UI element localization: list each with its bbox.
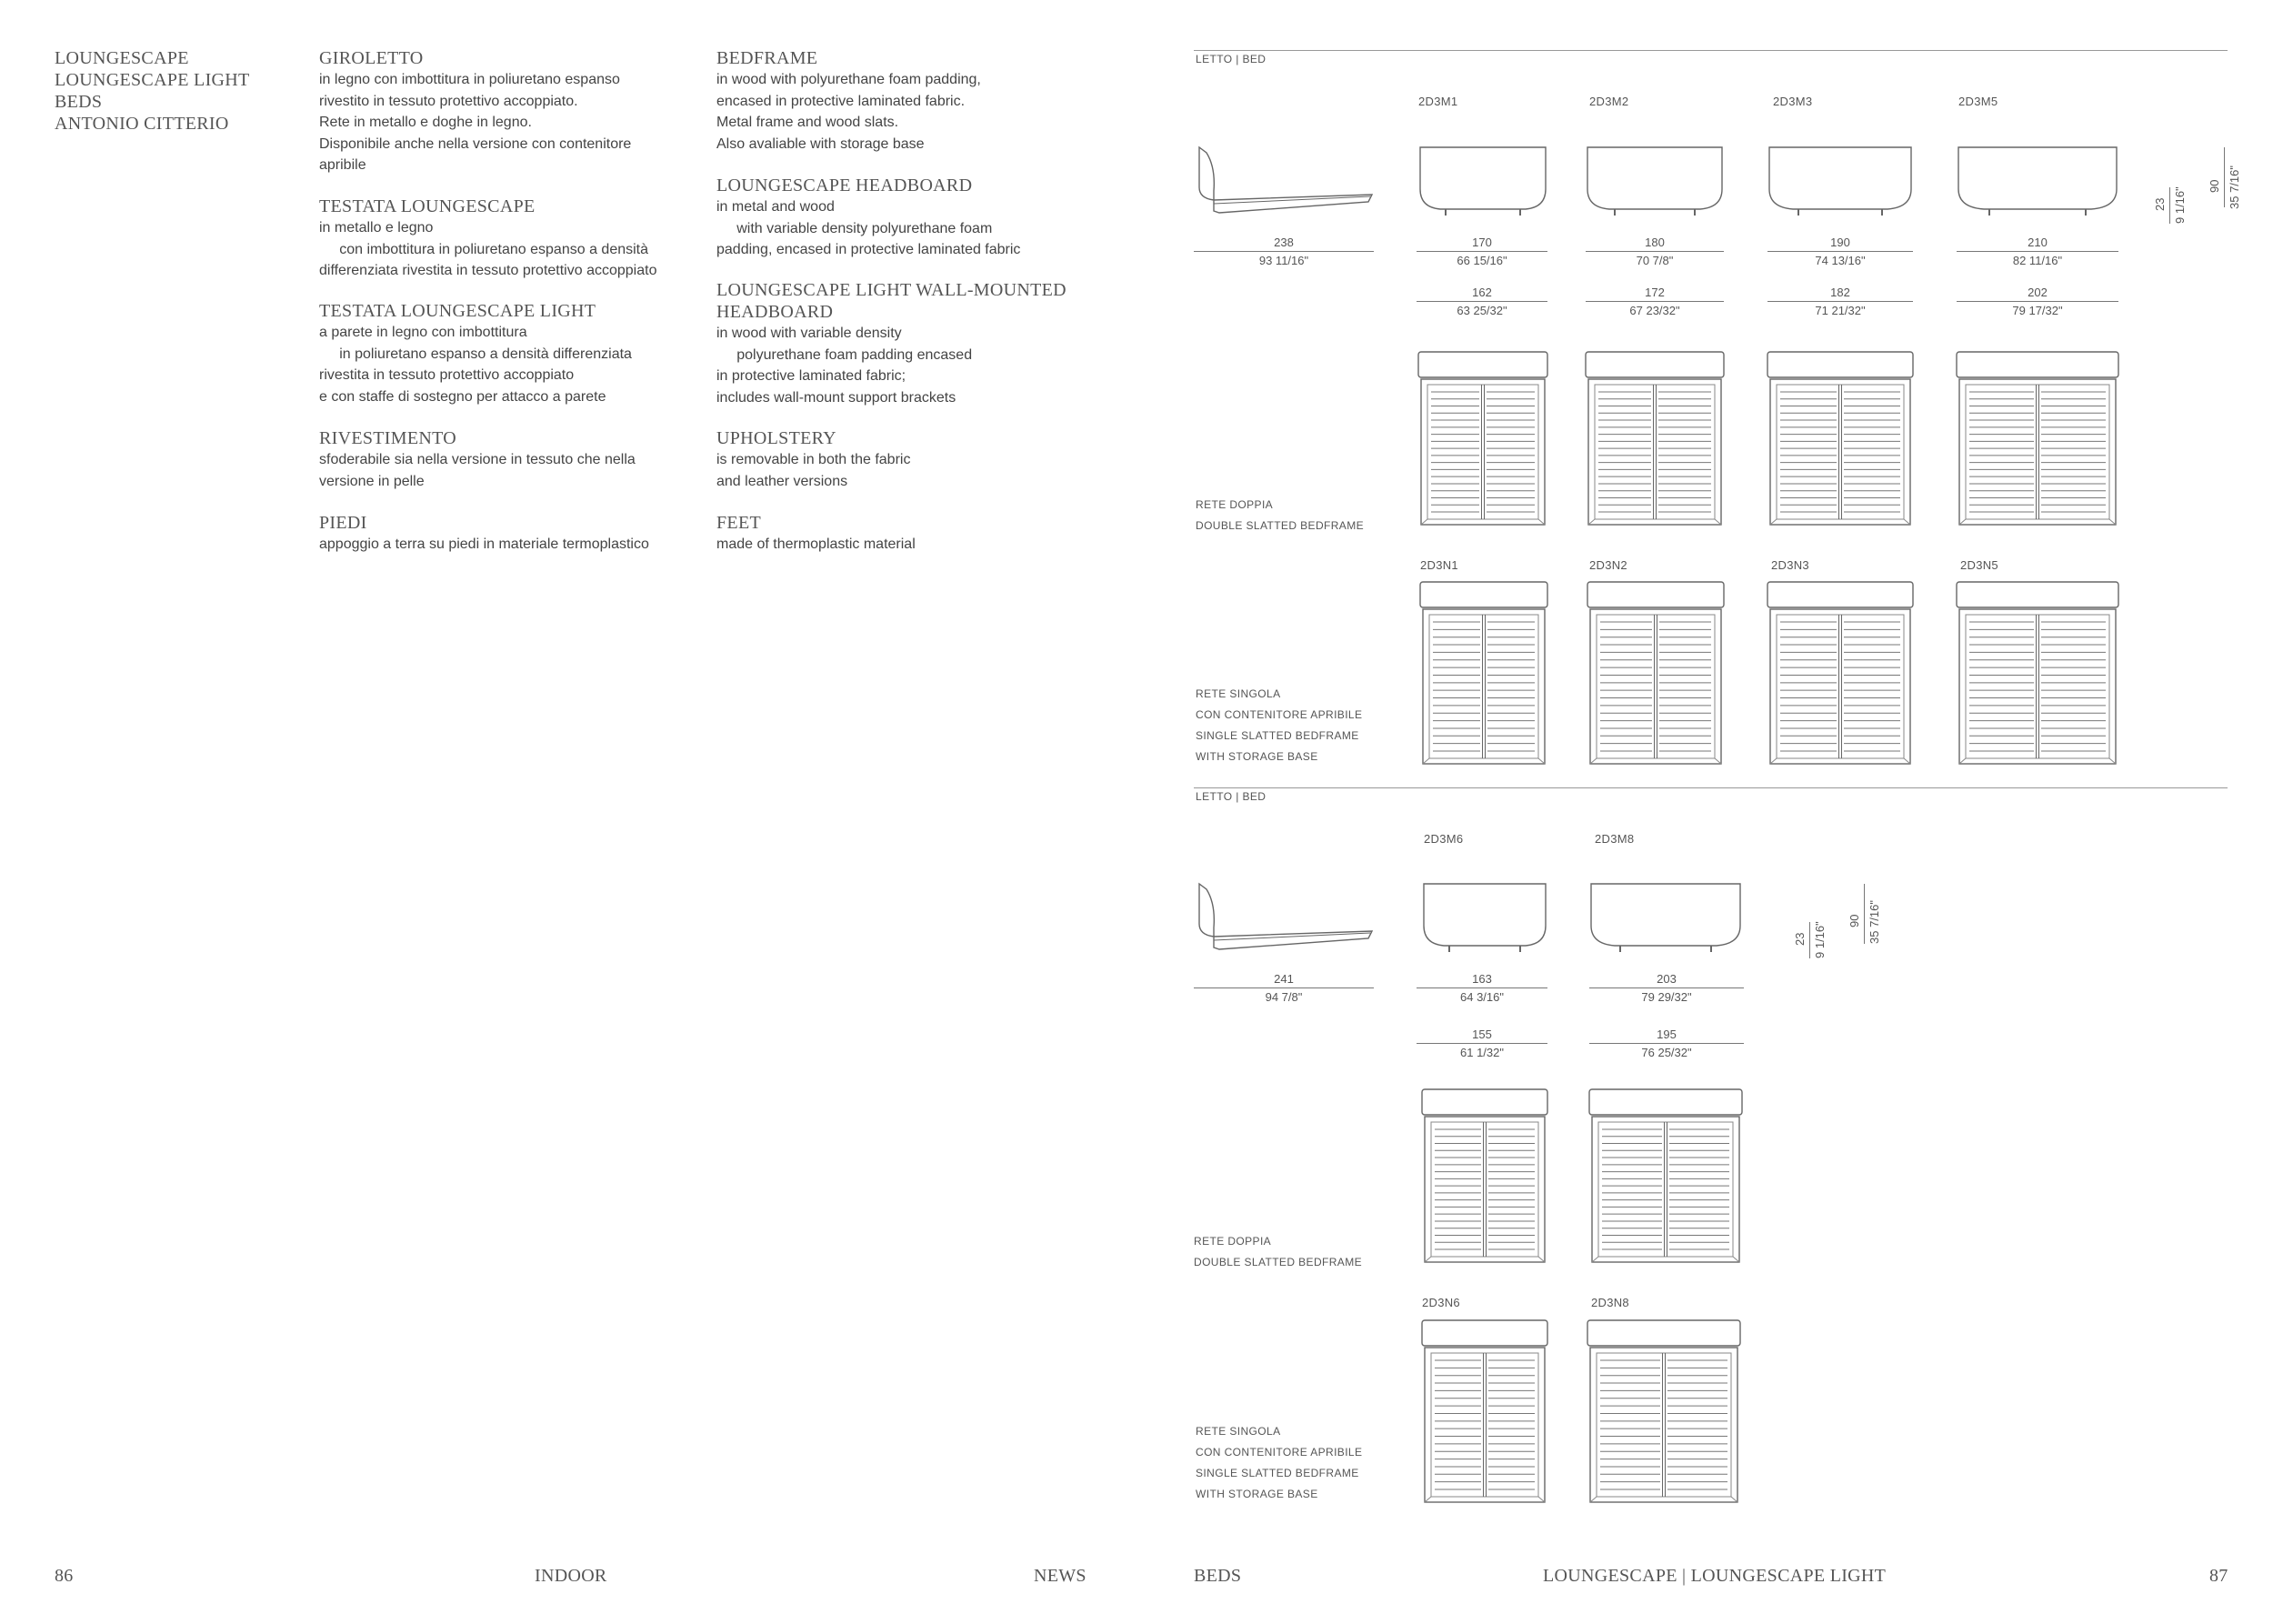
model-code: 2D3N5 xyxy=(1960,558,1998,572)
label-line: RETE SINGOLA xyxy=(1196,1425,1281,1438)
dimension-inch: 74 13/16" xyxy=(1815,254,1866,267)
dimension-inch: 94 7/8" xyxy=(1265,990,1303,1004)
label-line: RETE DOPPIA xyxy=(1196,498,1274,511)
dimension-cm: 172 xyxy=(1645,286,1665,299)
footer-section-left: INDOOR xyxy=(535,1566,607,1586)
dimension-cm: 241 xyxy=(1274,972,1294,986)
it-section-heading: RIVESTIMENTO xyxy=(319,428,457,448)
model-code: 2D3M3 xyxy=(1773,95,1813,108)
bed-plan-view xyxy=(1422,1089,1547,1262)
it-section-heading: GIROLETTO xyxy=(319,48,424,68)
dimension-cm: 195 xyxy=(1657,1028,1677,1041)
model-code: 2D3N2 xyxy=(1589,558,1627,572)
bed-plan-view xyxy=(1586,352,1724,525)
model-code: 2D3N3 xyxy=(1771,558,1809,572)
dimension-cm: 163 xyxy=(1472,972,1492,986)
dimension-inch: 61 1/32" xyxy=(1460,1046,1504,1059)
it-section-text: appoggio a terra su piedi in materiale termoplastico xyxy=(319,536,649,552)
it-section-heading: PIEDI xyxy=(319,513,367,533)
it-section-text: a parete in legno con imbottitura in poliuretano espanso a densità differenziata rivestita in tessuto protettivo accoppiato e con staffe di sostegno per attacco a parete xyxy=(319,325,632,405)
bed-plan-view xyxy=(1587,1320,1740,1502)
en-section-heading: UPHOLSTERY xyxy=(716,428,836,448)
height-dimension-cm: 90 xyxy=(1847,914,1861,927)
sheet-label: LETTO | BED xyxy=(1196,790,1267,803)
dimension-inch: 64 3/16" xyxy=(1460,990,1504,1004)
model-code: 2D3M1 xyxy=(1418,95,1458,108)
dimension-cm: 155 xyxy=(1472,1028,1492,1041)
bed-plan-view xyxy=(1589,1089,1742,1262)
it-section-text: in metallo e legno con imbottitura in poliuretano espanso a densità differenziata rivestita in tessuto protettivo accoppiato xyxy=(319,220,657,279)
label-line: RETE SINGOLA xyxy=(1196,687,1281,700)
bed-plan-view xyxy=(1957,582,2118,764)
footer-section-right: BEDS xyxy=(1194,1566,1242,1586)
label-line: WITH STORAGE BASE xyxy=(1196,1488,1318,1500)
dimension-inch: 66 15/16" xyxy=(1457,254,1507,267)
title-line: LOUNGESCAPE xyxy=(55,48,189,68)
designer-name: ANTONIO CITTERIO xyxy=(55,114,229,134)
label-line: SINGLE SLATTED BEDFRAME xyxy=(1196,1467,1359,1479)
label-line: SINGLE SLATTED BEDFRAME xyxy=(1196,729,1359,742)
page-number-left: 86 xyxy=(55,1566,74,1586)
dimension-cm: 182 xyxy=(1830,286,1850,299)
model-code: 2D3M2 xyxy=(1589,95,1629,108)
model-code: 2D3N8 xyxy=(1591,1296,1629,1309)
dimension-inch: 82 11/16" xyxy=(2012,254,2063,267)
dimension-cm: 162 xyxy=(1472,286,1492,299)
model-code: 2D3N6 xyxy=(1422,1296,1460,1309)
bed-plan-view xyxy=(1418,352,1547,525)
height-dimension-inch: 35 7/16" xyxy=(2228,165,2241,209)
dimension-cm: 210 xyxy=(2028,236,2048,249)
en-section-text: in metal and wood with variable density polyurethane foam padding, encased in protective laminated fabric xyxy=(716,199,1021,258)
it-section-text: in legno con imbottitura in poliuretano espanso rivestito in tessuto protettivo accoppiato. Rete in metallo e doghe in legno. Disponibile anche nella versione con contenitore apribile xyxy=(319,72,632,174)
dimension-inch: 71 21/32" xyxy=(1815,304,1866,317)
height-dimension-cm: 90 xyxy=(2208,179,2221,193)
dimension-cm: 180 xyxy=(1645,236,1665,249)
en-section-text: is removable in both the fabric and leather versions xyxy=(716,452,911,489)
bed-plan-view xyxy=(1767,582,1913,764)
dimension-inch: 79 29/32" xyxy=(1641,990,1692,1004)
label-line: DOUBLE SLATTED BEDFRAME xyxy=(1194,1256,1363,1268)
sheet-label: LETTO | BED xyxy=(1196,53,1267,65)
dimension-inch: 63 25/32" xyxy=(1457,304,1507,317)
en-section-heading: BEDFRAME xyxy=(716,48,818,68)
bed-plan-view xyxy=(1957,352,2118,525)
label-line: WITH STORAGE BASE xyxy=(1196,750,1318,763)
height-dimension-cm: 23 xyxy=(1793,932,1807,946)
dimension-inch: 93 11/16" xyxy=(1258,254,1309,267)
bed-plan-view xyxy=(1767,352,1913,525)
it-section-text: sfoderabile sia nella versione in tessuto che nella versione in pelle xyxy=(319,452,636,489)
dimension-inch: 67 23/32" xyxy=(1629,304,1680,317)
it-section-heading: TESTATA LOUNGESCAPE xyxy=(319,196,536,216)
en-section-heading: FEET xyxy=(716,513,761,533)
dimension-inch: 70 7/8" xyxy=(1636,254,1674,267)
dimension-cm: 238 xyxy=(1274,236,1294,249)
dimension-cm: 170 xyxy=(1472,236,1492,249)
title-line: LOUNGESCAPE LIGHT xyxy=(55,70,250,90)
en-section-heading: LOUNGESCAPE HEADBOARD xyxy=(716,175,973,195)
height-dimension-inch: 9 1/16" xyxy=(1813,921,1827,958)
dimension-cm: 202 xyxy=(2028,286,2048,299)
dimension-inch: 79 17/32" xyxy=(2012,304,2063,317)
footer-tag: NEWS xyxy=(1034,1566,1086,1586)
page-number-right: 87 xyxy=(2209,1566,2228,1586)
en-section-text: made of thermoplastic material xyxy=(716,536,916,552)
height-dimension-inch: 9 1/16" xyxy=(2173,186,2187,224)
label-line: RETE DOPPIA xyxy=(1194,1235,1272,1248)
dimension-inch: 76 25/32" xyxy=(1641,1046,1692,1059)
bed-plan-view xyxy=(1420,582,1547,764)
model-code: 2D3M5 xyxy=(1958,95,1998,108)
footer-title-right: LOUNGESCAPE | LOUNGESCAPE LIGHT xyxy=(1543,1566,1887,1586)
title-line: BEDS xyxy=(55,92,103,112)
en-section-text: in wood with polyurethane foam padding, encased in protective laminated fabric. Metal frame and wood slats. Also avaliable with storage base xyxy=(716,72,981,152)
en-section-text: in wood with variable density polyurethane foam padding encased in protective laminated fabric; includes wall-mount support brackets xyxy=(716,326,973,406)
label-line: CON CONTENITORE APRIBILE xyxy=(1196,708,1363,721)
dimension-cm: 203 xyxy=(1657,972,1677,986)
height-dimension-cm: 23 xyxy=(2153,197,2167,211)
it-section-heading: TESTATA LOUNGESCAPE LIGHT xyxy=(319,301,596,321)
label-line: DOUBLE SLATTED BEDFRAME xyxy=(1196,519,1365,532)
en-section-heading: LOUNGESCAPE LIGHT WALL-MOUNTED HEADBOARD xyxy=(716,280,1066,322)
bed-plan-view xyxy=(1587,582,1724,764)
bed-plan-view xyxy=(1422,1320,1547,1502)
label-line: CON CONTENITORE APRIBILE xyxy=(1196,1446,1363,1459)
model-code: 2D3M6 xyxy=(1424,832,1464,846)
model-code: 2D3N1 xyxy=(1420,558,1458,572)
model-code: 2D3M8 xyxy=(1595,832,1635,846)
dimension-cm: 190 xyxy=(1830,236,1850,249)
height-dimension-inch: 35 7/16" xyxy=(1867,900,1881,944)
